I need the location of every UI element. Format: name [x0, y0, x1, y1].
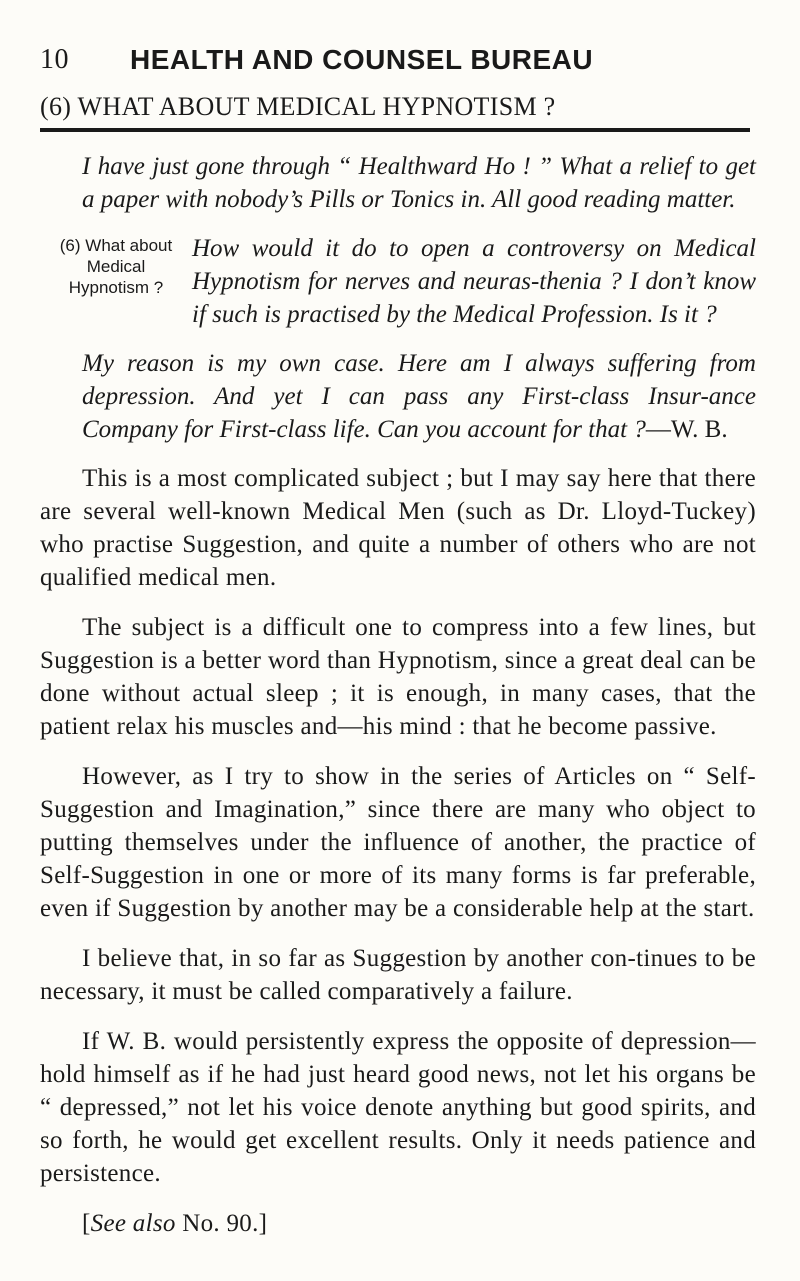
- letter-reason: [40, 347, 756, 446]
- see-also-reference: [40, 1207, 756, 1240]
- see-also-italic: See also: [90, 1210, 176, 1237]
- answer-paragraph-1: This is a most complicated subject ; but I may say here that there are several well-known Medical Men (such as Dr. Lloyd-Tuckey) who practise Suggestion, and quite a number of others who are not qualified medical men.: [40, 465, 756, 591]
- letter-signature: —W. B.: [645, 416, 728, 443]
- page: [40, 44, 756, 1257]
- letter-question: How would it do to open a controversy on Medical Hypnotism for nerves and neuras-thenia ? I don’t know if such is practised by the Medical Profession. Is it ?: [192, 235, 756, 328]
- see-also-open-bracket: [: [82, 1210, 91, 1237]
- letter-question-row: [40, 232, 756, 347]
- editor-answer: [40, 462, 756, 1240]
- page-number: 10: [40, 44, 69, 75]
- margin-note-line3: Hypnotism ?: [68, 278, 164, 297]
- answer-paragraph-3: However, as I try to show in the series of Articles on “ Self-Suggestion and Imagination,” since there are many who object to putting themselves under the influence of another, the practice of Self-Suggestion in one or more of its many forms is far preferable, even if Suggestion by another may be a considerable help at the start.: [40, 763, 756, 922]
- answer-paragraph-2: The subject is a difficult one to compress into a few lines, but Suggestion is a better word than Hypnotism, since a great deal can be done without actual sleep ; it is enough, in many cases, that the patient relax his muscles and—his mind : that he become passive.: [40, 614, 756, 740]
- letter-reason-text: My reason is my own case. Here am I always suffering from depression. And yet I can pass any First-class Insur-ance Company for First-class life. Can you account for that ?: [82, 350, 756, 443]
- running-title: HEALTH AND COUNSEL BUREAU: [130, 44, 594, 75]
- section-title: (6) WHAT ABOUT MEDICAL HYPNOTISM ?: [40, 92, 750, 132]
- reader-letter: [40, 150, 756, 446]
- answer-paragraph-4: I believe that, in so far as Suggestion by another con-tinues to be necessary, it must be called comparatively a failure.: [40, 945, 756, 1005]
- answer-paragraph-5: If W. B. would persistently express the opposite of depression—hold himself as if he had just heard good news, not let his organs be “ depressed,” not let his voice denote anything but good spirits, and so forth, he would get excellent results. Only it needs patience and persistence.: [40, 1028, 756, 1187]
- margin-note: [40, 232, 192, 298]
- margin-note-line2: Medical: [86, 257, 146, 276]
- margin-note-line1: What about: [85, 236, 173, 255]
- margin-note-number: (6): [59, 236, 81, 255]
- see-also-rest: No. 90.]: [175, 1210, 268, 1237]
- running-head: [40, 44, 756, 84]
- letter-intro: I have just gone through “ Healthward Ho ! ” What a relief to get a paper with nobody’s Pills or Tonics in. All good reading matter.: [82, 153, 756, 213]
